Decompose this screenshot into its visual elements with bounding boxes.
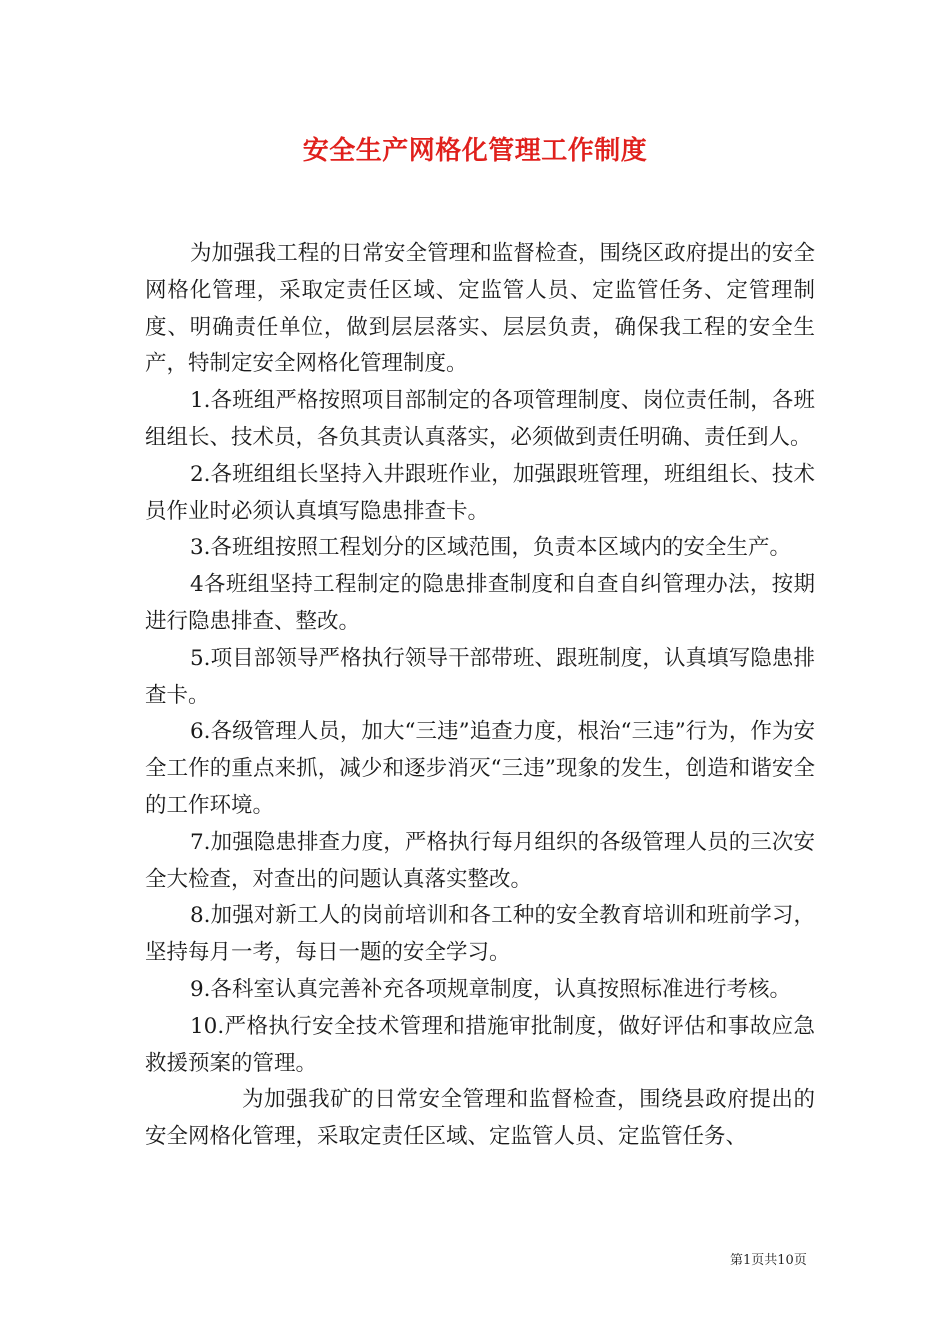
rule-paragraph-6: 6.各级管理人员，加大“三违”追查力度，根治“三违”行为，作为安全工作的重点来抓，减少和逐步消灭“三违”现象的发生，创造和谐安全的工作环境。	[145, 719, 815, 818]
intro-paragraph: 为加强我工程的日常安全管理和监督检查，围绕区政府提出的安全网格化管理，采取定责任区域、定监管人员、定监管任务、定管理制度、明确责任单位，做到层层落实、层层负责，确保我工程的安全生产，特制定安全网格化管理制度。	[145, 241, 815, 377]
rule-paragraph-9: 9.各科室认真完善补充各项规章制度，认真按照标准进行考核。	[190, 976, 792, 1002]
document-title: 安全生产网格化管理工作制度	[302, 136, 648, 166]
rule-paragraph-8: 8.加强对新工人的岗前培训和各工种的安全教育培训和班前学习，坚持每月一考，每日一题的安全学习。	[145, 903, 815, 966]
continuation-paragraph: 为加强我矿的日常安全管理和监督检查，围绕县政府提出的安全网格化管理，采取定责任区域、定监管人员、定监管任务、	[145, 1087, 815, 1150]
rule-paragraph-10: 10.严格执行安全技术管理和措施审批制度，做好评估和事故应急救援预案的管理。	[145, 1013, 815, 1076]
rule-paragraph-2: 2.各班组组长坚持入井跟班作业，加强跟班管理，班组组长、技术员作业时必须认真填写隐患排查卡。	[145, 461, 815, 524]
document-body	[145, 236, 815, 1156]
rule-paragraph-1: 1.各班组严格按照项目部制定的各项管理制度、岗位责任制，各班组组长、技术员，各负其责认真落实，必须做到责任明确、责任到人。	[145, 388, 815, 450]
rule-paragraph-3: 3.各班组按照工程划分的区域范围，负责本区域内的安全生产。	[190, 535, 792, 561]
rule-paragraph-4: 4各班组坚持工程制定的隐患排查制度和自查自纠管理办法，按期进行隐患排查、整改。	[145, 572, 815, 634]
page-number-footer: 第1页共10页	[730, 1253, 807, 1268]
rule-paragraph-7: 7.加强隐患排查力度，严格执行每月组织的各级管理人员的三次安全大检查，对查出的问题认真落实整改。	[145, 829, 815, 892]
rule-paragraph-5: 5.项目部领导严格执行领导干部带班、跟班制度，认真填写隐患排查卡。	[145, 645, 815, 708]
